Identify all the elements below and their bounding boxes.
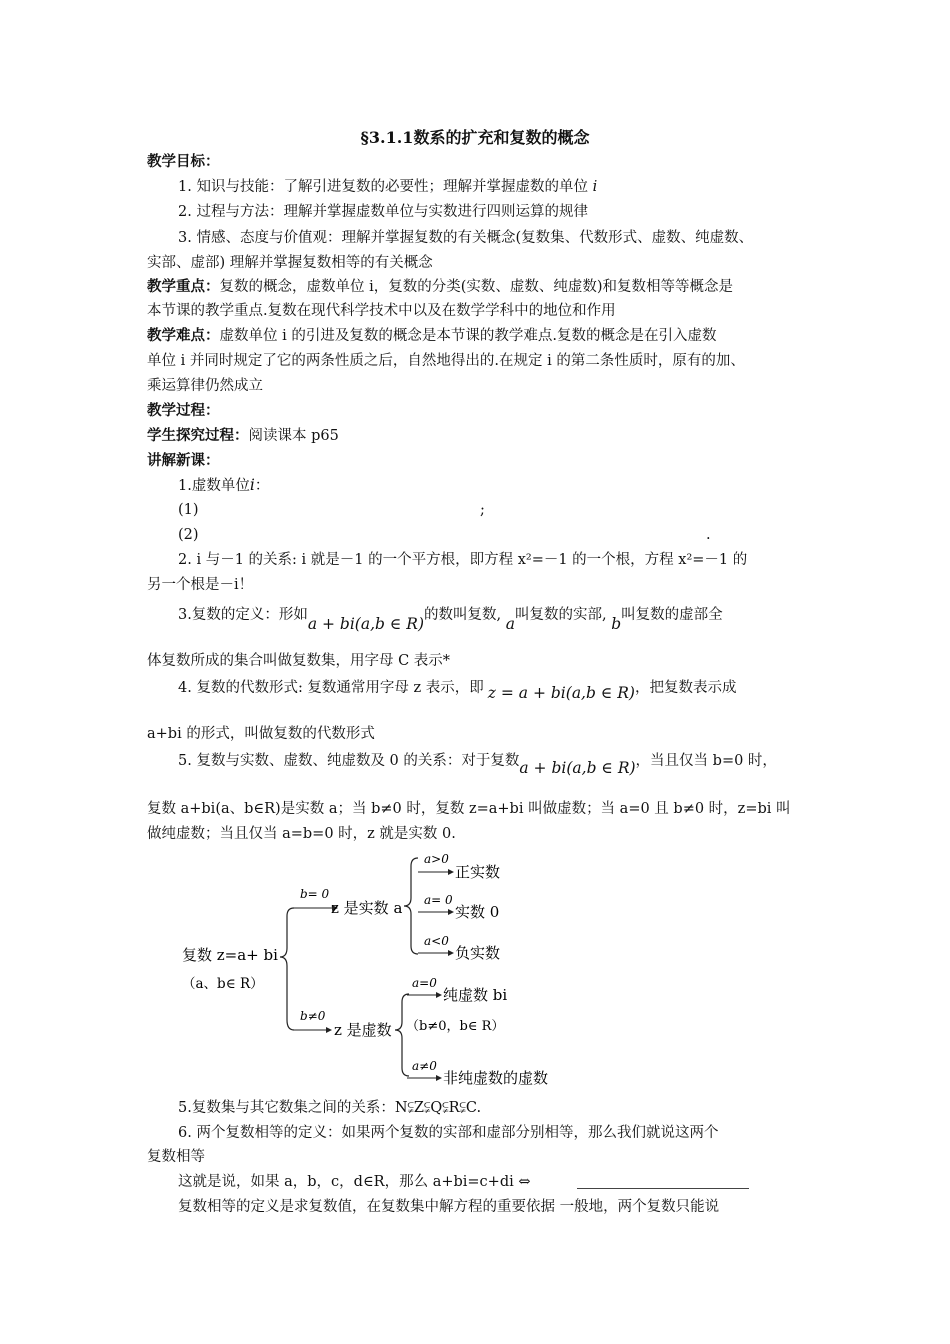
relation-cont: 另一个根是－i！ <box>147 577 254 593</box>
imaginary-unit-label: 1.虚数单位i： <box>178 476 270 494</box>
set-relations: 5.复数集与其它数集之间的关系：N⫋Z⫋Q⫋R⫋C. <box>178 1100 482 1116</box>
brace-imag <box>395 994 409 1076</box>
goals-item-3: 3. 情感、态度与价值观：理解并掌握复数的有关概念(复数集、代数形式、虚数、纯虚数、 <box>178 230 754 246</box>
arrowhead-a-pos <box>448 869 454 875</box>
arrowhead-ia-zero <box>436 992 442 998</box>
algebraic-form: 4. 复数的代数形式: 复数通常用字母 z 表示，即 z = a + bi(a,b ∈ R)，把复数表示成 <box>178 680 737 702</box>
real-branch: z 是实数 a <box>331 899 403 917</box>
relation-with-minus-one: 2. i 与－1 的关系: i 就是－1 的一个平方根，即方程 x²=－1 的一个根，方程 x²=－1 的 <box>178 552 748 568</box>
zero-real: 实数 0 <box>455 903 500 921</box>
relation-real-imag: 5. 复数与实数、虚数、纯虚数及 0 的关系：对于复数a + bi(a,b ∈ R)，当且仅当 b=0 时， <box>178 753 777 777</box>
relation-line-2: 复数 a+bi(a、b∈R)是实数 a；当 b≠0 时，复数 z=a+bi 叫做虚数；当 a=0 且 b≠0 时，z=bi 叫 <box>147 801 791 817</box>
diagram-root-cond: （a、b∈ R） <box>182 976 264 992</box>
label-b-nonzero: b≠0 <box>300 1009 326 1023</box>
explore: 学生探究过程：阅读课本 p65 <box>147 427 339 444</box>
neg-real: 负实数 <box>455 944 501 962</box>
label-ia-nonzero: a≠0 <box>412 1059 437 1073</box>
pure-imag: 纯虚数 bi <box>443 986 508 1004</box>
key-points-cont: 本节课的教学重点.复数在现代科学技术中以及在数学学科中的地位和作用 <box>147 303 616 319</box>
equality-condition: 这就是说，如果 a，b，c，d∈R，那么 a+bi=c+di ⇔ <box>178 1174 531 1190</box>
equality-definition-cont: 复数相等 <box>147 1149 205 1165</box>
relation-line-3: 做纯虚数；当且仅当 a=b=0 时，z 就是实数 0. <box>147 826 456 842</box>
arrowhead-b-nonzero <box>326 1027 332 1033</box>
label-a-neg: a<0 <box>424 934 449 948</box>
goals-item-1: 1. 知识与技能：了解引进复数的必要性；理解并掌握虚数的单位 i <box>178 179 598 195</box>
answer-blank <box>577 1187 749 1189</box>
brace-real <box>404 858 418 954</box>
complex-set: 体复数所成的集合叫做复数集，用字母 C 表示* <box>147 653 451 669</box>
process-heading: 教学过程： <box>147 402 220 419</box>
arrowhead-a-neg <box>448 950 454 956</box>
new-lesson-heading: 讲解新课： <box>147 452 220 469</box>
property-2-end: . <box>706 527 711 543</box>
difficulties-line-3: 乘运算律仍然成立 <box>147 378 263 394</box>
label-a-zero: a= 0 <box>424 893 453 907</box>
property-2: (2) <box>178 527 199 543</box>
difficulties: 教学难点：虚数单位 i 的引进及复数的概念是本节课的教学难点.复数的概念是在引入虚数 <box>147 327 717 344</box>
key-points: 教学重点：复数的概念，虚数单位 i，复数的分类(实数、虚数、纯虚数)和复数相等等概念是 <box>147 278 734 295</box>
arrowhead-a-zero <box>448 909 454 915</box>
goals-heading: 教学目标： <box>147 153 220 170</box>
complex-definition: 3.复数的定义：形如a + bi(a,b ∈ R)的数叫复数, a叫复数的实部, b叫复数的虚部全 <box>178 607 723 633</box>
brace-main <box>280 908 294 1030</box>
algebraic-form-cont: a+bi 的形式，叫做复数的代数形式 <box>147 726 375 742</box>
goals-item-3-cont: 实部、虚部) 理解并掌握复数相等的有关概念 <box>147 255 433 271</box>
equality-usage: 复数相等的定义是求复数值，在复数集中解方程的重要依据 一般地，两个复数只能说 <box>178 1199 720 1215</box>
label-b-zero: b= 0 <box>300 887 330 901</box>
difficulties-line-2: 单位 i 并同时规定了它的两条性质之后，自然地得出的.在规定 i 的第二条性质时，原有的加、 <box>147 353 745 369</box>
goals-item-2: 2. 过程与方法：理解并掌握虚数单位与实数进行四则运算的规律 <box>178 204 588 220</box>
label-a-pos: a>0 <box>424 852 449 866</box>
pos-real: 正实数 <box>455 863 501 881</box>
imag-cond: （b≠0，b∈ R） <box>406 1019 505 1034</box>
equality-definition: 6. 两个复数相等的定义：如果两个复数的实部和虚部分别相等，那么我们就说这两个 <box>178 1125 719 1141</box>
diagram-root: 复数 z=a+ bi <box>182 946 278 964</box>
property-1-end: ; <box>480 502 485 518</box>
imag-branch: z 是虚数 <box>334 1021 392 1039</box>
arrowhead-ia-nonzero <box>436 1075 442 1081</box>
nonpure-imag: 非纯虚数的虚数 <box>443 1069 549 1087</box>
page-title: §3.1.1数系的扩充和复数的概念 <box>360 128 590 147</box>
label-ia-zero: a=0 <box>412 976 437 990</box>
property-1: (1) <box>178 502 199 518</box>
